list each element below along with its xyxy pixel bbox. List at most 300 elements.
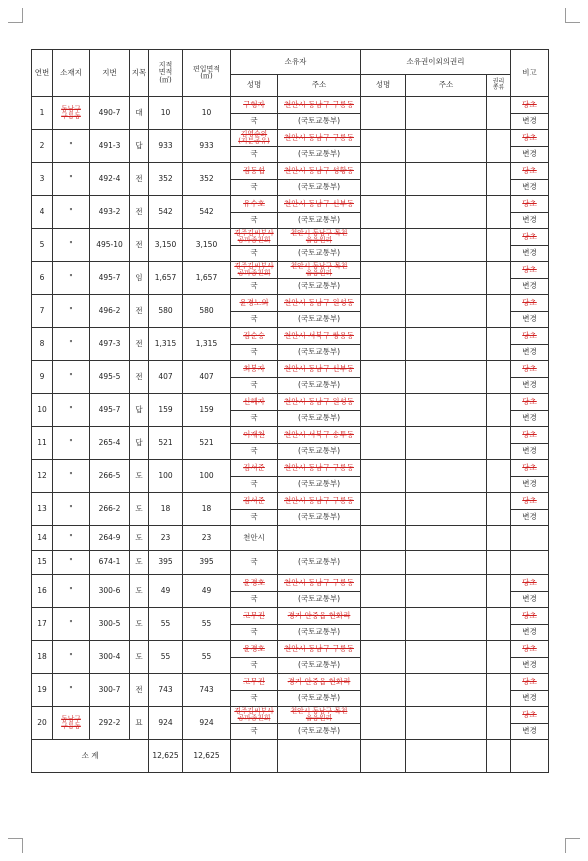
row-incl-area-text: 1,315 xyxy=(195,338,218,348)
row-owner-name-text: 신혜자 xyxy=(243,396,265,406)
row-note-original xyxy=(511,97,549,114)
row-owner-name-text: 경주김씨부사 공파종친회 xyxy=(234,228,274,244)
footer-incl-total: 12,625 xyxy=(183,740,231,773)
row-owner-name-changed xyxy=(231,377,278,394)
row-owner-name-text: 국 xyxy=(250,557,258,567)
row-no xyxy=(32,196,53,229)
row-note-original-text: 당초 xyxy=(522,297,537,307)
row-note-original-text: 당초 xyxy=(522,99,537,109)
header-area-text: 지적 면적 (㎡) xyxy=(158,60,173,84)
row-lot-text: 495-5 xyxy=(98,371,121,381)
footer-empty xyxy=(231,740,278,773)
row-category-text: 도 xyxy=(135,651,143,661)
row-note-changed xyxy=(511,443,549,460)
row-owner-addr xyxy=(278,526,361,551)
row-incl-area xyxy=(183,97,231,130)
row-note-changed-text: 변경 xyxy=(522,347,537,357)
row-incl-area xyxy=(183,575,231,608)
row-location-text: 동남구 구룡동 xyxy=(61,714,81,730)
row-note-original-text: 당초 xyxy=(522,709,537,719)
row-owner-name-text: 유수호 xyxy=(243,198,265,208)
row-location-text: " xyxy=(69,272,73,282)
row-owner-name-text: 이재천 xyxy=(243,429,265,439)
row-location-text: " xyxy=(69,371,73,381)
row-rights-addr xyxy=(406,196,487,229)
row-lot-text: 493-2 xyxy=(98,206,121,216)
row-owner-addr-changed xyxy=(278,723,361,740)
table-row xyxy=(32,641,549,658)
row-no xyxy=(32,262,53,295)
row-category-text: 도 xyxy=(135,557,143,567)
row-note-original xyxy=(511,427,549,444)
row-note-changed-text: 변경 xyxy=(522,693,537,703)
row-owner-addr xyxy=(278,608,361,625)
row-category xyxy=(130,328,149,361)
header-area xyxy=(149,50,183,97)
row-owner-addr-text: (국토교통부) xyxy=(297,557,341,567)
row-note-changed xyxy=(511,146,549,163)
crop-mark-top-right xyxy=(565,8,580,23)
row-lot xyxy=(90,163,130,196)
row-area xyxy=(149,328,183,361)
row-lot-text: 492-4 xyxy=(98,173,121,183)
row-owner-addr-changed-text: (국토교통부) xyxy=(297,726,341,736)
row-note-changed xyxy=(511,212,549,229)
row-incl-area xyxy=(183,493,231,526)
row-owner-name xyxy=(231,163,278,180)
row-no-text: 20 xyxy=(37,717,47,727)
row-location xyxy=(53,427,90,460)
row-category xyxy=(130,394,149,427)
header-owner-name: 성명 xyxy=(231,75,278,97)
row-area xyxy=(149,361,183,394)
row-note-original xyxy=(511,526,549,551)
row-category xyxy=(130,163,149,196)
table-row xyxy=(32,550,549,575)
row-owner-name xyxy=(231,641,278,658)
row-incl-area xyxy=(183,608,231,641)
row-category xyxy=(130,575,149,608)
row-owner-addr-text: 천안시 동남구 원성동 xyxy=(284,396,354,406)
row-incl-area xyxy=(183,394,231,427)
row-lot-text: 266-2 xyxy=(98,503,121,513)
row-owner-name-text: 고무진 xyxy=(243,676,265,686)
row-no xyxy=(32,361,53,394)
row-rights-name xyxy=(361,493,406,526)
row-location-text: " xyxy=(69,557,73,567)
row-owner-name-changed xyxy=(231,113,278,130)
row-rights-name xyxy=(361,707,406,740)
row-note-original xyxy=(511,674,549,691)
row-category-text: 전 xyxy=(135,684,143,694)
header-rights-addr: 주소 xyxy=(406,75,487,97)
row-note-changed xyxy=(511,113,549,130)
row-note-changed-text: 변경 xyxy=(522,479,537,489)
row-lot xyxy=(90,550,130,575)
row-owner-addr-text: 천안시 동남구 구룡동 xyxy=(284,462,354,472)
row-rights-type xyxy=(487,262,511,295)
row-rights-type xyxy=(487,295,511,328)
row-owner-addr-changed xyxy=(278,344,361,361)
row-no xyxy=(32,394,53,427)
row-rights-type xyxy=(487,674,511,707)
row-incl-area-text: 542 xyxy=(199,206,214,216)
row-incl-area-text: 159 xyxy=(199,404,214,414)
row-category xyxy=(130,295,149,328)
row-no xyxy=(32,674,53,707)
row-location xyxy=(53,707,90,740)
row-rights-type xyxy=(487,493,511,526)
row-owner-addr xyxy=(278,295,361,312)
header-lot: 지번 xyxy=(90,50,130,97)
row-owner-addr-changed xyxy=(278,509,361,526)
footer-empty xyxy=(361,740,406,773)
row-lot xyxy=(90,229,130,262)
row-location-text: 동남구 구룡동 xyxy=(61,104,81,120)
row-owner-addr-changed xyxy=(278,624,361,641)
row-area-text: 23 xyxy=(160,532,171,542)
row-owner-name-changed xyxy=(231,311,278,328)
row-note-original-text: 당초 xyxy=(522,429,537,439)
row-note-changed xyxy=(511,410,549,427)
row-owner-name-changed-text: 국 xyxy=(250,281,258,291)
row-incl-area xyxy=(183,163,231,196)
row-area xyxy=(149,608,183,641)
row-owner-addr-text: 천안시 동남구 구룡동 xyxy=(284,643,354,653)
row-location xyxy=(53,526,90,551)
row-note-changed xyxy=(511,344,549,361)
table-row xyxy=(32,229,549,246)
row-location-text: " xyxy=(69,404,73,414)
row-owner-name xyxy=(231,130,278,147)
table-row xyxy=(32,608,549,625)
row-category-text: 전 xyxy=(135,338,143,348)
row-owner-name-text: 윤경호 xyxy=(243,577,265,587)
row-owner-addr-changed-text: (국토교통부) xyxy=(297,281,341,291)
row-location-text: " xyxy=(69,140,73,150)
table-row xyxy=(32,674,549,691)
row-owner-name-text: 윤경호 xyxy=(243,643,265,653)
row-note-changed-text: 변경 xyxy=(522,660,537,670)
row-owner-addr-changed xyxy=(278,410,361,427)
table-row xyxy=(32,163,549,180)
row-owner-name xyxy=(231,460,278,477)
row-incl-area xyxy=(183,130,231,163)
row-note-changed-text: 변경 xyxy=(522,594,537,604)
row-rights-name xyxy=(361,229,406,262)
row-rights-type xyxy=(487,707,511,740)
row-lot-text: 496-2 xyxy=(98,305,121,315)
row-owner-name-changed-text: 국 xyxy=(250,512,258,522)
row-category xyxy=(130,361,149,394)
row-owner-addr-changed xyxy=(278,113,361,130)
row-owner-name-changed xyxy=(231,591,278,608)
table-row xyxy=(32,526,549,551)
row-location-text: " xyxy=(69,651,73,661)
row-area-text: 1,657 xyxy=(154,272,177,282)
row-rights-name xyxy=(361,608,406,641)
row-owner-name xyxy=(231,196,278,213)
row-note-changed xyxy=(511,657,549,674)
row-category xyxy=(130,460,149,493)
row-area-text: 924 xyxy=(158,717,173,727)
row-owner-addr-text: 천안시 동남구 신부동 xyxy=(284,198,354,208)
row-owner-name-changed-text: 국 xyxy=(250,627,258,637)
row-location-text: " xyxy=(69,305,73,315)
row-location-text: " xyxy=(69,470,73,480)
row-incl-area-text: 3,150 xyxy=(195,239,218,249)
row-lot xyxy=(90,394,130,427)
row-note-original xyxy=(511,328,549,345)
row-owner-name-text: 김서준 xyxy=(243,462,265,472)
header-owner: 소유자 xyxy=(231,50,361,75)
header-rights: 소유권이외의권리 xyxy=(361,50,511,75)
row-area-text: 55 xyxy=(160,651,171,661)
header-owner-addr: 주소 xyxy=(278,75,361,97)
row-lot-text: 300-6 xyxy=(98,585,121,595)
row-area xyxy=(149,97,183,130)
row-incl-area-text: 18 xyxy=(201,503,212,513)
row-owner-name xyxy=(231,674,278,691)
row-note-original-text: 당초 xyxy=(522,132,537,142)
row-rights-type xyxy=(487,163,511,196)
row-rights-type xyxy=(487,575,511,608)
row-note-changed xyxy=(511,690,549,707)
row-incl-area-text: 1,657 xyxy=(195,272,218,282)
row-incl-area xyxy=(183,328,231,361)
row-owner-addr-changed-text: (국토교통부) xyxy=(297,149,341,159)
row-area-text: 49 xyxy=(160,585,171,595)
header-rights-type-text: 권리 종류 xyxy=(492,78,505,92)
row-rights-type xyxy=(487,361,511,394)
row-category xyxy=(130,674,149,707)
row-owner-name-text: 김서준 xyxy=(243,495,265,505)
row-owner-addr-changed-text: (국토교통부) xyxy=(297,413,341,423)
table-row xyxy=(32,328,549,345)
row-lot-text: 495-10 xyxy=(96,239,123,249)
row-rights-name xyxy=(361,674,406,707)
row-rights-addr xyxy=(406,130,487,163)
row-owner-name-changed xyxy=(231,690,278,707)
row-category xyxy=(130,262,149,295)
row-owner-name-changed-text: 국 xyxy=(250,693,258,703)
row-incl-area-text: 924 xyxy=(199,717,214,727)
row-note-changed-text: 변경 xyxy=(522,248,537,258)
row-location-text: " xyxy=(69,437,73,447)
row-no xyxy=(32,130,53,163)
row-category-text: 답 xyxy=(135,140,143,150)
row-owner-addr xyxy=(278,493,361,510)
row-owner-addr-changed xyxy=(278,476,361,493)
row-lot-text: 674-1 xyxy=(98,557,121,567)
row-owner-addr-text: 천안시 서북구 송투동 xyxy=(284,429,354,439)
row-area-text: 743 xyxy=(158,684,173,694)
row-owner-addr-text: 천안시 동남구 목천 읍응원리 xyxy=(290,228,348,244)
row-lot xyxy=(90,97,130,130)
row-no xyxy=(32,427,53,460)
row-owner-addr-text: 경기 안중읍 현화리 xyxy=(287,676,351,686)
row-note-original xyxy=(511,196,549,213)
row-owner-addr-changed-text: (국토교통부) xyxy=(297,380,341,390)
row-owner-name-changed xyxy=(231,344,278,361)
row-owner-addr-changed-text: (국토교통부) xyxy=(297,627,341,637)
row-rights-name xyxy=(361,262,406,295)
row-owner-name-text: 구형자 xyxy=(243,99,265,109)
row-owner-name xyxy=(231,493,278,510)
row-no-text: 1 xyxy=(39,107,45,117)
row-note-changed-text: 변경 xyxy=(522,281,537,291)
row-owner-addr-changed-text: (국토교통부) xyxy=(297,479,341,489)
row-owner-addr xyxy=(278,394,361,411)
header-incl-area-text: 편입면적 (㎡) xyxy=(192,64,221,80)
row-owner-addr-changed-text: (국토교통부) xyxy=(297,594,341,604)
row-owner-addr-text: 천안시 동남구 성황동 xyxy=(284,165,354,175)
row-lot-text: 497-3 xyxy=(98,338,121,348)
row-location xyxy=(53,196,90,229)
row-incl-area-text: 352 xyxy=(199,173,214,183)
row-location xyxy=(53,163,90,196)
row-lot xyxy=(90,262,130,295)
row-area xyxy=(149,262,183,295)
row-incl-area xyxy=(183,427,231,460)
row-incl-area xyxy=(183,526,231,551)
row-no xyxy=(32,550,53,575)
row-rights-name xyxy=(361,163,406,196)
row-category-text: 답 xyxy=(135,437,143,447)
row-owner-name-changed xyxy=(231,443,278,460)
row-owner-addr-text: 천안시 동남구 구룡동 xyxy=(284,132,354,142)
row-lot-text: 491-3 xyxy=(98,140,121,150)
row-note-original xyxy=(511,163,549,180)
row-no-text: 5 xyxy=(39,239,45,249)
footer-area-total: 12,625 xyxy=(149,740,183,773)
row-rights-name xyxy=(361,575,406,608)
row-category-text: 전 xyxy=(135,371,143,381)
row-category-text: 도 xyxy=(135,503,143,513)
row-no-text: 16 xyxy=(37,585,47,595)
row-owner-name xyxy=(231,229,278,246)
row-incl-area-text: 55 xyxy=(201,618,212,628)
row-lot-text: 495-7 xyxy=(98,272,121,282)
row-note-original-text: 당초 xyxy=(522,231,537,241)
row-rights-addr xyxy=(406,394,487,427)
row-lot-text: 300-5 xyxy=(98,618,121,628)
row-note-changed-text: 변경 xyxy=(522,149,537,159)
row-location-text: " xyxy=(69,503,73,513)
row-owner-addr-changed-text: (국토교통부) xyxy=(297,182,341,192)
row-rights-type xyxy=(487,526,511,551)
row-owner-name-text: 윤경노외 xyxy=(239,297,269,307)
row-rights-addr xyxy=(406,550,487,575)
row-owner-addr-changed xyxy=(278,591,361,608)
row-owner-name xyxy=(231,608,278,625)
row-area xyxy=(149,526,183,551)
row-lot xyxy=(90,641,130,674)
row-owner-name-changed-text: 국 xyxy=(250,594,258,604)
row-incl-area-text: 49 xyxy=(201,585,212,595)
row-note-original xyxy=(511,641,549,658)
row-no-text: 3 xyxy=(39,173,45,183)
row-rights-type xyxy=(487,196,511,229)
row-owner-name xyxy=(231,707,278,724)
row-lot-text: 495-7 xyxy=(98,404,121,414)
table-row xyxy=(32,575,549,592)
row-rights-addr xyxy=(406,493,487,526)
row-category-text: 도 xyxy=(135,585,143,595)
row-category-text: 답 xyxy=(135,404,143,414)
row-note-original xyxy=(511,550,549,575)
row-note-changed xyxy=(511,278,549,295)
row-rights-type xyxy=(487,641,511,674)
row-rights-addr xyxy=(406,674,487,707)
row-lot-text: 300-7 xyxy=(98,684,121,694)
row-area xyxy=(149,427,183,460)
row-incl-area-text: 100 xyxy=(199,470,214,480)
row-owner-addr-changed xyxy=(278,146,361,163)
row-incl-area xyxy=(183,641,231,674)
row-owner-addr-changed xyxy=(278,443,361,460)
row-note-original-text: 당초 xyxy=(522,676,537,686)
row-rights-name xyxy=(361,97,406,130)
row-rights-addr xyxy=(406,427,487,460)
row-lot xyxy=(90,460,130,493)
row-owner-addr-changed xyxy=(278,212,361,229)
row-owner-name xyxy=(231,575,278,592)
row-no-text: 14 xyxy=(37,532,47,542)
row-lot xyxy=(90,674,130,707)
row-category-text: 전 xyxy=(135,239,143,249)
row-area-text: 580 xyxy=(158,305,173,315)
row-owner-name-changed-text: 국 xyxy=(250,726,258,736)
row-note-original-text: 당초 xyxy=(522,643,537,653)
row-location-text: " xyxy=(69,173,73,183)
row-lot-text: 266-5 xyxy=(98,470,121,480)
row-owner-name-changed xyxy=(231,476,278,493)
row-owner-name xyxy=(231,97,278,114)
row-no-text: 17 xyxy=(37,618,47,628)
row-no xyxy=(32,641,53,674)
row-owner-name xyxy=(231,550,278,575)
row-area xyxy=(149,295,183,328)
row-rights-name xyxy=(361,427,406,460)
row-category-text: 임 xyxy=(135,272,143,282)
row-rights-addr xyxy=(406,295,487,328)
row-location-text: " xyxy=(69,618,73,628)
row-incl-area-text: 933 xyxy=(199,140,214,150)
row-location xyxy=(53,641,90,674)
header-rights-type xyxy=(487,75,511,97)
row-category xyxy=(130,427,149,460)
row-note-changed-text: 변경 xyxy=(522,314,537,324)
row-owner-addr-text: 천안시 서북구 쌍용동 xyxy=(284,330,354,340)
header-incl-area xyxy=(183,50,231,97)
row-area-text: 3,150 xyxy=(154,239,177,249)
row-rights-name xyxy=(361,460,406,493)
row-owner-addr-text: 천안시 동남구 목천 읍응원리 xyxy=(290,261,348,277)
row-rights-name xyxy=(361,361,406,394)
row-area-text: 55 xyxy=(160,618,171,628)
row-no-text: 4 xyxy=(39,206,45,216)
row-rights-type xyxy=(487,427,511,460)
row-owner-addr-text: 천안시 동남구 목천 읍응원리 xyxy=(290,706,348,722)
row-incl-area xyxy=(183,550,231,575)
row-owner-addr xyxy=(278,229,361,246)
row-category xyxy=(130,707,149,740)
row-owner-name-changed xyxy=(231,179,278,196)
row-no-text: 18 xyxy=(37,651,47,661)
row-location xyxy=(53,394,90,427)
row-incl-area-text: 10 xyxy=(201,107,212,117)
